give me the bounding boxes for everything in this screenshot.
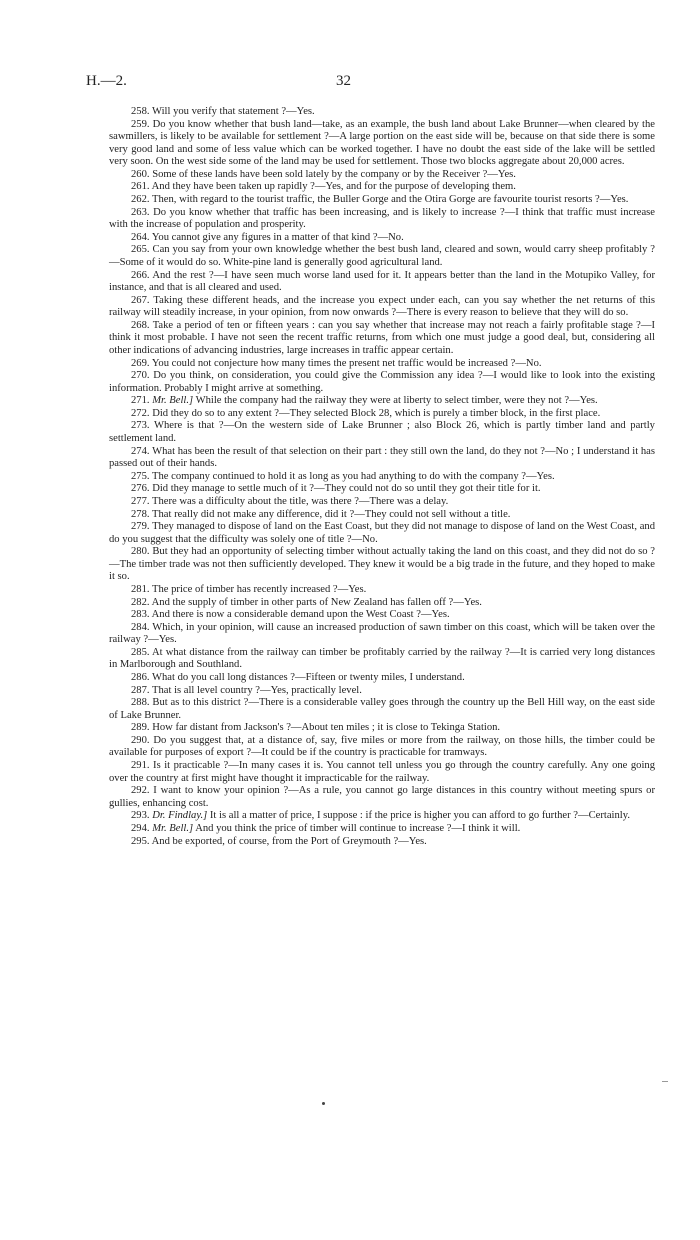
question-paragraph: [109, 358, 655, 371]
question-paragraph: [109, 270, 655, 295]
question-paragraph: [109, 471, 655, 484]
question-paragraph: [109, 722, 655, 735]
question-paragraph: [109, 609, 655, 622]
question-text: What has been the result of that selection on their part : they still own the land, do they not ?—No ; I understand it has passed out of their hands.: [109, 445, 655, 470]
question-paragraph: [109, 320, 655, 358]
question-number: 260.: [131, 168, 150, 180]
footer-dot: [322, 1102, 325, 1105]
question-number: 266.: [131, 269, 150, 281]
question-text: And the rest ?—I have seen much worse land used for it. It appears better than the land in the Motupiko Valley, for instance, and that is all cleared and used.: [109, 269, 655, 294]
question-text: Take a period of ten or fifteen years : can you say whether that increase may not reach a fairly profitable stage ?—I think it most probable. I have not seen the recent traffic returns, from which one must judge a good deal, but, considering all other indications of advancing industries, large increases in traffic appear certain.: [109, 319, 655, 356]
question-text: But they had an opportunity of selecting timber without actually taking the land on this coast, and they did not do so ?—The timber trade was not then sufficiently developed. They knew it would be a big trade in the future, and they hoped to make it so.: [109, 546, 655, 583]
question-paragraph: [109, 546, 655, 584]
question-paragraph: [109, 647, 655, 672]
question-text: That is all level country ?—Yes, practically level.: [152, 684, 362, 696]
question-paragraph: [109, 622, 655, 647]
question-number: 278.: [131, 508, 150, 520]
question-text: And you think the price of timber will continue to increase ?—I think it will.: [195, 822, 521, 834]
question-number: 295.: [131, 835, 150, 847]
question-number: 294.: [131, 822, 150, 834]
question-paragraph: [109, 496, 655, 509]
question-text: Taking these different heads, and the increase you expect under each, can you say whether the net returns of this railway will steadily increase, in your opinion, from now onwards ?—There is every reason to believe that they will do so.: [109, 294, 655, 319]
question-text: Some of these lands have been sold lately by the company or by the Receiver ?—Yes.: [152, 168, 516, 180]
speaker-label: Mr. Bell.]: [152, 395, 194, 407]
question-text: While the company had the railway they were at liberty to select timber, were they not ?—Yes.: [195, 395, 598, 407]
question-paragraph: [109, 823, 655, 836]
question-paragraph: [109, 119, 655, 169]
question-text: At what distance from the railway can timber be profitably carried by the railway ?—It is carried very long distances in Marlborough and Southland.: [109, 646, 655, 671]
question-number: 258.: [131, 106, 150, 117]
question-paragraph: [109, 836, 655, 849]
question-number: 289.: [131, 722, 150, 734]
question-paragraph: [109, 169, 655, 182]
question-text: I want to know your opinion ?—As a rule, you cannot go large distances in this country without meeting spurs or gullies, enhancing cost.: [109, 785, 655, 809]
question-paragraph: [109, 408, 655, 421]
question-number: 290.: [131, 734, 150, 746]
question-text: Then, with regard to the tourist traffic, the Buller Gorge and the Otira Gorge are favourite tourist resorts ?—Yes.: [152, 194, 629, 206]
question-paragraph: [109, 760, 655, 785]
question-paragraph: [109, 232, 655, 245]
series-label: H.—2.: [86, 73, 127, 89]
question-paragraph: [109, 685, 655, 698]
question-paragraph: [109, 509, 655, 522]
question-text: It is all a matter of price, I suppose : if the price is higher you can afford to go further ?—Certainly.: [209, 810, 630, 822]
question-number: 261.: [131, 181, 150, 193]
question-number: 276.: [131, 483, 150, 495]
question-text: There was a difficulty about the title, was there ?—There was a delay.: [152, 495, 449, 507]
question-text: The company continued to hold it as long as you had anything to do with the company ?—Yes.: [152, 470, 555, 482]
question-number: 267.: [131, 294, 150, 306]
question-paragraph: [109, 483, 655, 496]
question-paragraph: [109, 244, 655, 269]
question-number: 287.: [131, 684, 150, 696]
question-text: The price of timber has recently increased ?—Yes.: [152, 583, 367, 595]
question-number: 277.: [131, 495, 150, 507]
question-number: 281.: [131, 583, 150, 595]
question-number: 273.: [131, 420, 150, 432]
question-text: Can you say from your own knowledge whether the best bush land, cleared and sown, would carry sheep profitably ?—Some of it would do so. White-pine land is generally good agricultural land.: [109, 244, 655, 268]
question-number: 280.: [131, 546, 150, 558]
question-text: Do you know whether that bush land—take, as an example, the bush land about Lake Brunner—when cleared by the sawmillers, is likely to be available for settlement ?—A large portion on the east side will be, because on that side there is some very good land and some of less value which can be worked together. I have no doubt the east side of the lake will be settled very soon. On the west side some of the land may be used for settlement. Those two blocks aggregate about 20,000 acres.: [109, 118, 655, 168]
question-number: 284.: [131, 621, 150, 633]
page-number: 32: [336, 73, 351, 89]
question-number: 263.: [131, 206, 150, 218]
question-number: 274.: [131, 445, 150, 457]
question-text: Is it practicable ?—In many cases it is. You cannot tell unless you go through the country carefully. Any one going over the country at first might have thought it impracticable for the railway.: [109, 760, 655, 784]
page-header: [86, 73, 614, 93]
question-paragraph: [109, 446, 655, 471]
question-paragraph: [109, 785, 655, 810]
question-text: You cannot give any figures in a matter of that kind ?—No.: [151, 231, 404, 243]
question-text: Do you know whether that traffic has been increasing, and is likely to increase ?—I think that traffic must increase with the increase of population and prosperity.: [109, 206, 655, 231]
speaker-label: Dr. Findlay.]: [152, 810, 208, 822]
question-number: 272.: [131, 407, 150, 419]
question-paragraph: [109, 194, 655, 207]
question-paragraph: [109, 420, 655, 445]
body-text: [109, 106, 655, 848]
question-text: But as to this district ?—There is a considerable valley goes through the country up the Bell Hill way, on the east side of Lake Brunner.: [109, 697, 655, 721]
question-text: Do you think, on consideration, you could give the Commission any idea ?—I would like to look into the existing information. Probably I might arrive at something.: [109, 370, 656, 394]
question-number: 268.: [131, 319, 150, 331]
question-number: 271.: [131, 395, 150, 407]
question-text: That really did not make any difference, did it ?—They could not sell without a title.: [152, 508, 511, 520]
question-paragraph: [109, 207, 655, 232]
question-paragraph: [109, 672, 655, 685]
question-text: And the supply of timber in other parts of New Zealand has fallen off ?—Yes.: [151, 596, 482, 608]
speaker-label: Mr. Bell.]: [152, 822, 194, 834]
question-paragraph: [109, 521, 655, 546]
question-paragraph: [109, 295, 655, 320]
question-paragraph: [109, 395, 655, 408]
question-number: 292.: [131, 785, 150, 797]
question-number: 270.: [131, 370, 150, 382]
question-text: Which, in your opinion, will cause an increased production of sawn timber on this coast, which will be taken over the railway ?—Yes.: [109, 621, 655, 646]
question-paragraph: [109, 106, 655, 119]
question-paragraph: [109, 584, 655, 597]
question-text: What do you call long distances ?—Fifteen or twenty miles, I understand.: [152, 672, 465, 684]
question-text: Did they do so to any extent ?—They selected Block 28, which is purely a timber block, in the first place.: [152, 407, 601, 419]
question-text: They managed to dispose of land on the East Coast, but they did not manage to dispose of land on the West Coast, and do you suggest that the difficulty was solely one of title ?—No.: [109, 521, 655, 545]
question-text: How far distant from Jackson's ?—About ten miles ; it is close to Tekinga Station.: [152, 722, 501, 734]
question-number: 286.: [131, 672, 150, 684]
question-number: 293.: [131, 810, 150, 822]
question-text: And there is now a considerable demand upon the West Coast ?—Yes.: [151, 609, 450, 621]
question-text: Do you suggest that, at a distance of, say, five miles or more from the railway, on those hills, the timber could be available for purposes of export ?—It could be if the country is practicable for tramways.: [109, 734, 655, 759]
question-number: 288.: [131, 697, 150, 709]
question-number: 279.: [131, 521, 150, 533]
question-text: Will you verify that statement ?—Yes.: [152, 106, 315, 117]
question-number: 291.: [131, 760, 150, 772]
question-text: Did they manage to settle much of it ?—They could not do so until they got their title for it.: [152, 483, 541, 495]
question-number: 265.: [131, 244, 150, 256]
margin-mark: [662, 1081, 668, 1082]
question-text: And be exported, of course, from the Port of Greymouth ?—Yes.: [151, 835, 427, 847]
question-number: 282.: [131, 596, 150, 608]
question-paragraph: [109, 370, 655, 395]
question-paragraph: [109, 697, 655, 722]
question-number: 262.: [131, 194, 150, 206]
question-number: 285.: [131, 646, 150, 658]
question-number: 283.: [131, 609, 150, 621]
question-paragraph: [109, 735, 655, 760]
question-text: Where is that ?—On the western side of Lake Brunner ; also Block 26, which is partly timber land and partly settlement land.: [109, 420, 655, 445]
question-paragraph: [109, 597, 655, 610]
question-text: You could not conjecture how many times the present net traffic would be increased ?—No.: [151, 357, 542, 369]
question-paragraph: [109, 181, 655, 194]
question-number: 275.: [131, 470, 150, 482]
question-text: And they have been taken up rapidly ?—Yes, and for the purpose of developing them.: [151, 181, 516, 193]
question-number: 264.: [131, 231, 150, 243]
question-number: 259.: [131, 118, 150, 130]
question-paragraph: [109, 810, 655, 823]
question-number: 269.: [131, 357, 150, 369]
